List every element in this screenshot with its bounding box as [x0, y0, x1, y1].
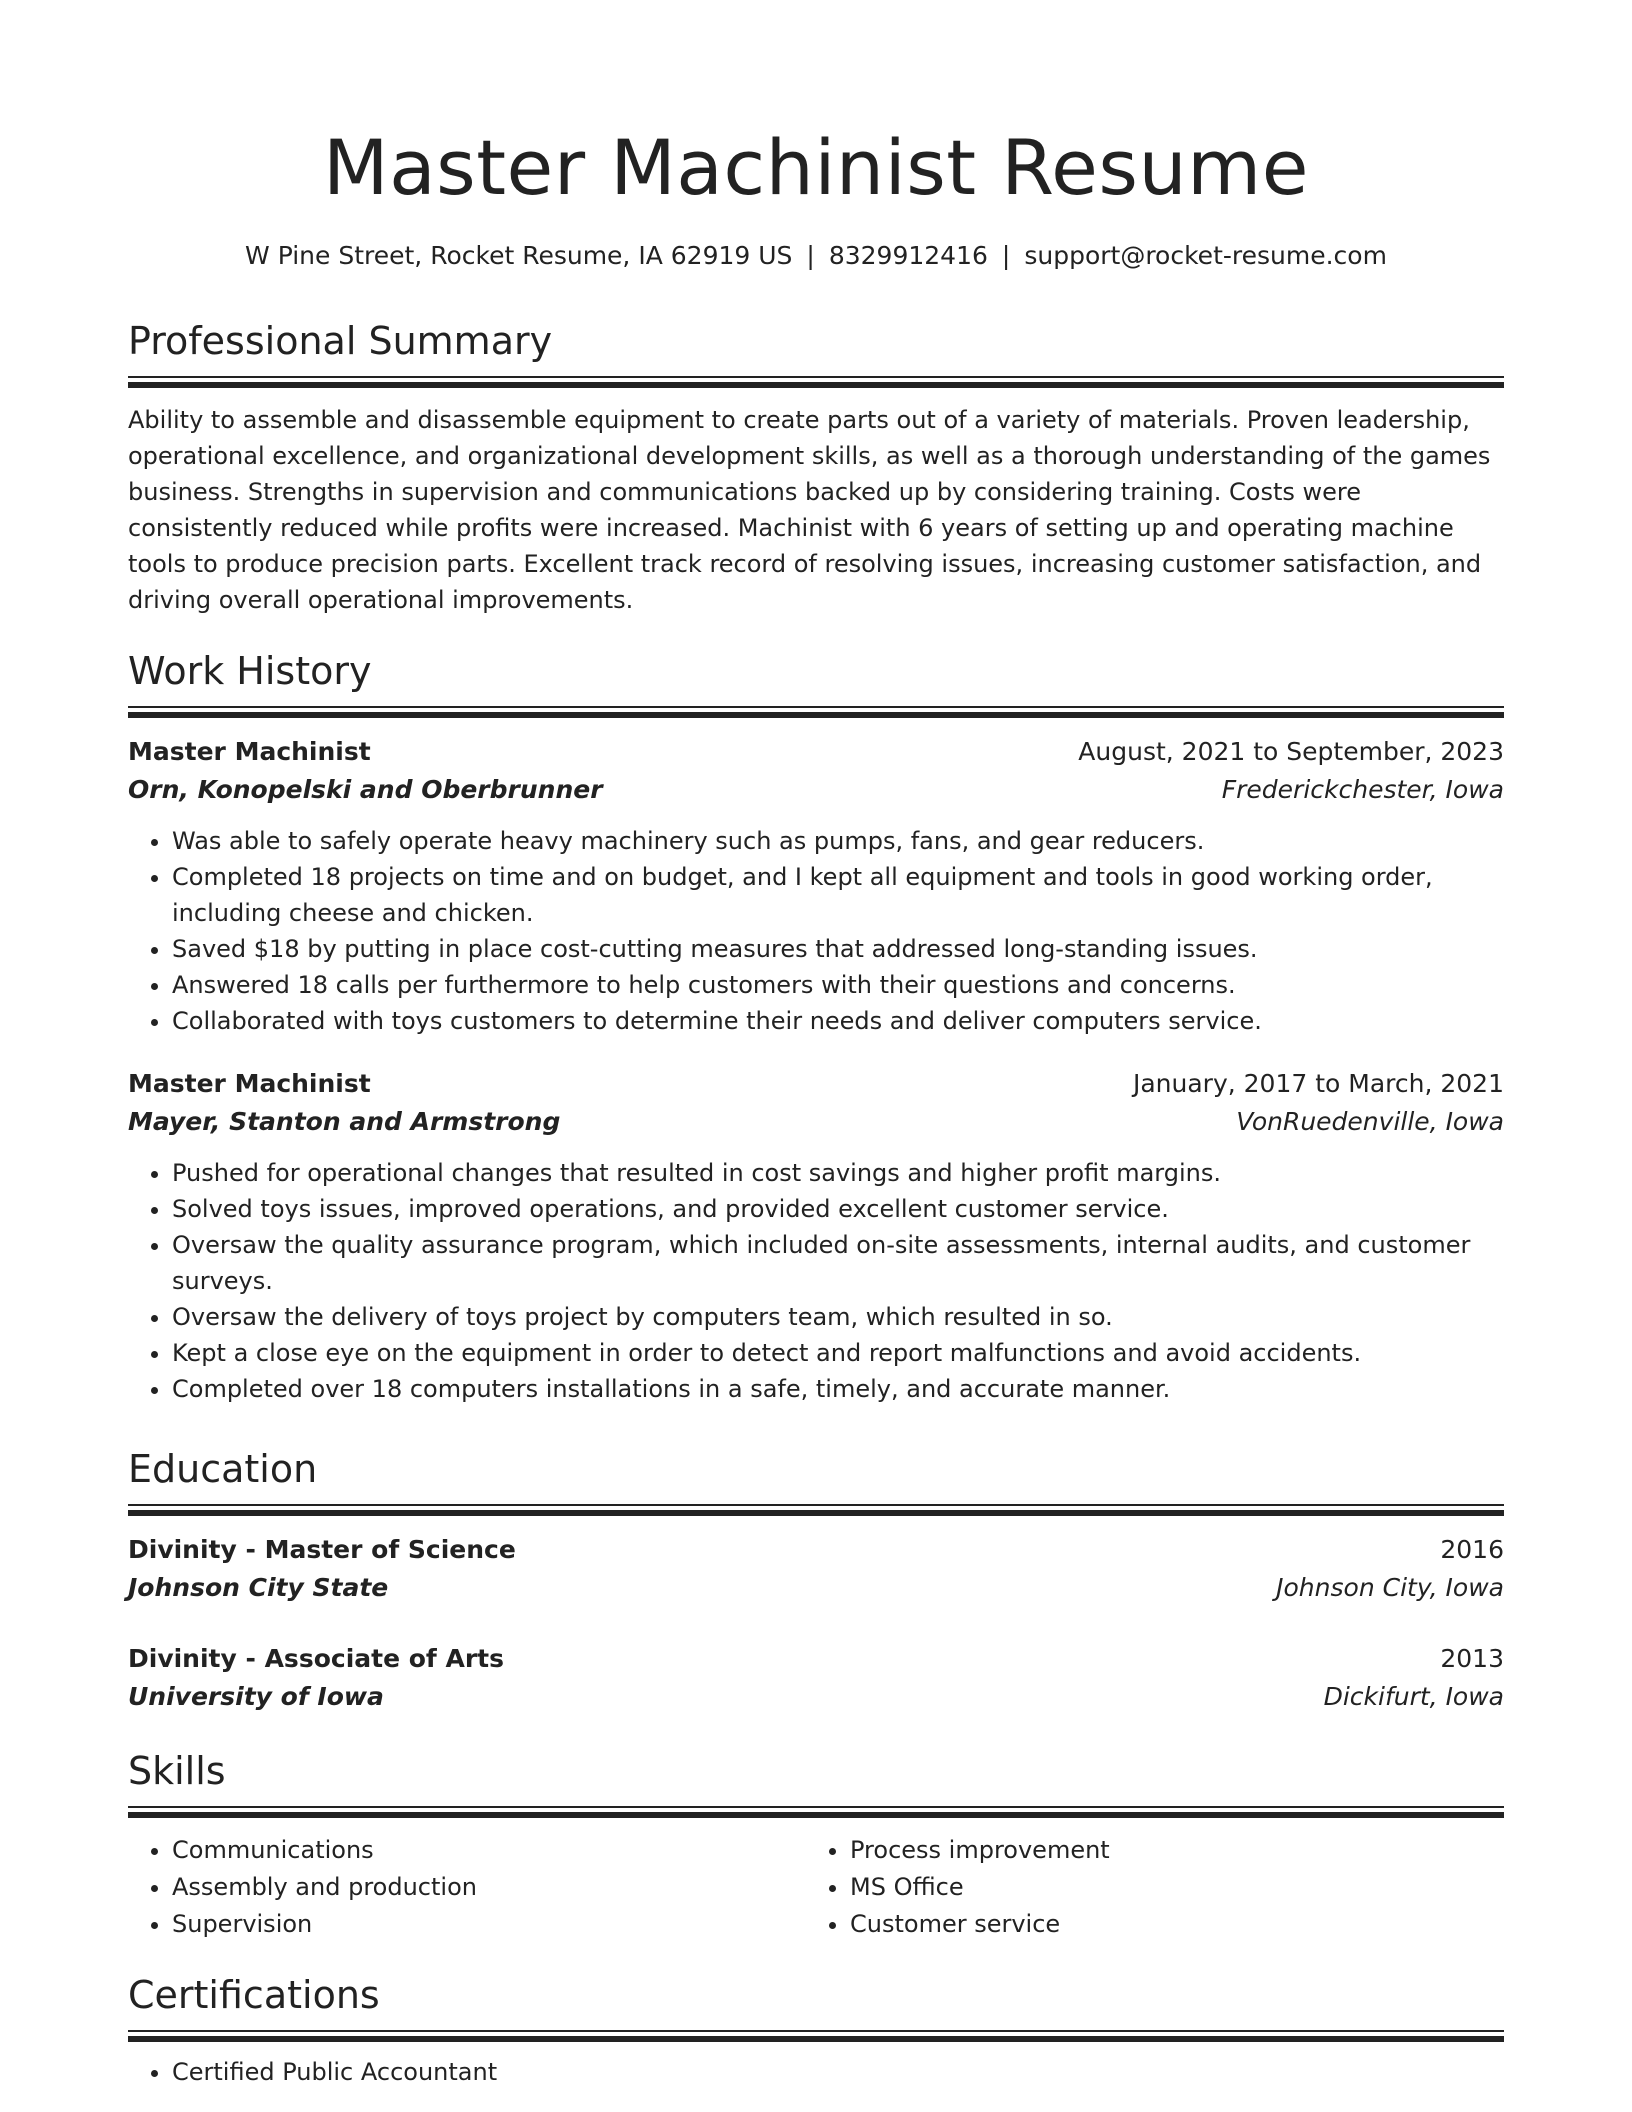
education-location: Dickifurt, Iowa [1323, 1682, 1504, 1711]
job-header-row [128, 733, 1504, 771]
section-heading: Certifications [128, 1973, 380, 2017]
education-entry [128, 1640, 1504, 1716]
skill-item: • Supervision [172, 1906, 806, 1943]
job-dates: August, 2021 to September, 2023 [1078, 737, 1504, 766]
education-header-row [128, 1531, 1504, 1569]
skill-item: • MS Office [850, 1869, 1484, 1906]
certifications-section [128, 1970, 1504, 2090]
contact-address: W Pine Street, Rocket Resume, IA 62919 US [245, 241, 793, 270]
education-school-row [128, 1569, 1504, 1607]
section-heading: Skills [128, 1749, 226, 1793]
skill-item: • Customer service [850, 1906, 1484, 1943]
certification-item: • Certified Public Accountant [172, 2054, 1504, 2090]
contact-separator: | [1001, 241, 1011, 270]
job-dates: January, 2017 to March, 2021 [1132, 1069, 1504, 1098]
list-item: • Oversaw the quality assurance program, which included on-site assessments, internal audits, and customer surveys. [172, 1227, 1504, 1299]
section-divider [128, 376, 1504, 388]
skills-section [128, 1746, 1504, 1943]
resume-title: Master Machinist Resume [323, 123, 1309, 212]
education-entry [128, 1531, 1504, 1607]
skills-list-right [806, 1832, 1484, 1943]
section-divider [128, 706, 1504, 718]
job-org-row [128, 771, 1504, 809]
contact-phone: 8329912416 [828, 241, 988, 270]
summary-section [128, 316, 1504, 618]
contact-separator: | [806, 241, 815, 270]
list-item: • Oversaw the delivery of toys project by computers team, which resulted in so. [172, 1299, 1504, 1335]
job-bullets [128, 823, 1504, 1039]
job-company: Mayer, Stanton and Armstrong [128, 1107, 561, 1136]
skill-item: • Process improvement [850, 1832, 1484, 1869]
job-title: Master Machinist [128, 1069, 371, 1098]
section-divider [128, 2030, 1504, 2042]
section-divider [128, 1806, 1504, 1818]
education-section [128, 1444, 1504, 1716]
job-header-row [128, 1065, 1504, 1103]
education-degree: Divinity - Master of Science [128, 1535, 516, 1564]
contact-email: support@rocket-resume.com [1024, 241, 1387, 270]
job-location: VonRuedenville, Iowa [1236, 1107, 1504, 1136]
list-item: • Completed 18 projects on time and on budget, and I kept all equipment and tools in good working order, including cheese and chicken. [172, 859, 1504, 931]
section-heading: Professional Summary [128, 319, 553, 363]
section-heading: Education [128, 1447, 318, 1491]
education-location: Johnson City, Iowa [1276, 1573, 1504, 1602]
job-org-row [128, 1103, 1504, 1141]
skills-list-left [128, 1832, 806, 1943]
certifications-list [128, 2054, 1504, 2090]
education-year: 2013 [1440, 1644, 1504, 1673]
list-item: • Answered 18 calls per furthermore to help customers with their questions and concerns. [172, 967, 1504, 1003]
list-item: • Pushed for operational changes that resulted in cost savings and higher profit margins. [172, 1155, 1504, 1191]
job-company: Orn, Konopelski and Oberbrunner [128, 775, 603, 804]
education-school: University of Iowa [128, 1682, 384, 1711]
work-section [128, 646, 1504, 1407]
contact-line [128, 238, 1504, 274]
list-item: • Was able to safely operate heavy machinery such as pumps, fans, and gear reducers. [172, 823, 1504, 859]
job-entry [128, 733, 1504, 1039]
education-degree: Divinity - Associate of Arts [128, 1644, 505, 1673]
job-bullets [128, 1155, 1504, 1407]
section-heading: Work History [128, 649, 372, 693]
education-year: 2016 [1440, 1535, 1504, 1564]
skill-item: • Assembly and production [172, 1869, 806, 1906]
job-entry [128, 1065, 1504, 1407]
education-header-row [128, 1640, 1504, 1678]
list-item: • Collaborated with toys customers to determine their needs and deliver computers service. [172, 1003, 1504, 1039]
list-item: • Solved toys issues, improved operations, and provided excellent customer service. [172, 1191, 1504, 1227]
list-item: • Completed over 18 computers installations in a safe, timely, and accurate manner. [172, 1371, 1504, 1407]
education-school: Johnson City State [128, 1573, 389, 1602]
list-item: • Kept a close eye on the equipment in order to detect and report malfunctions and avoid accidents. [172, 1335, 1504, 1371]
list-item: • Saved $18 by putting in place cost-cutting measures that addressed long-standing issues. [172, 931, 1504, 967]
job-title: Master Machinist [128, 737, 371, 766]
education-school-row [128, 1678, 1504, 1716]
summary-text: Ability to assemble and disassemble equipment to create parts out of a variety of materials. Proven leadership, operational excellence, and organizational development skills, as well as a thorough understanding of the games business. Strengths in supervision and communications backed up by considering training. Costs were consistently reduced while profits were increased. Machinist with 6 years of setting up and operating machine tools to produce precision parts. Excellent track record of resolving issues, increasing customer satisfaction, and driving overall operational improvements. [128, 406, 1491, 614]
skills-grid [128, 1832, 1504, 1943]
job-location: Frederickchester, Iowa [1221, 775, 1504, 804]
skill-item: • Communications [172, 1832, 806, 1869]
section-divider [128, 1504, 1504, 1516]
